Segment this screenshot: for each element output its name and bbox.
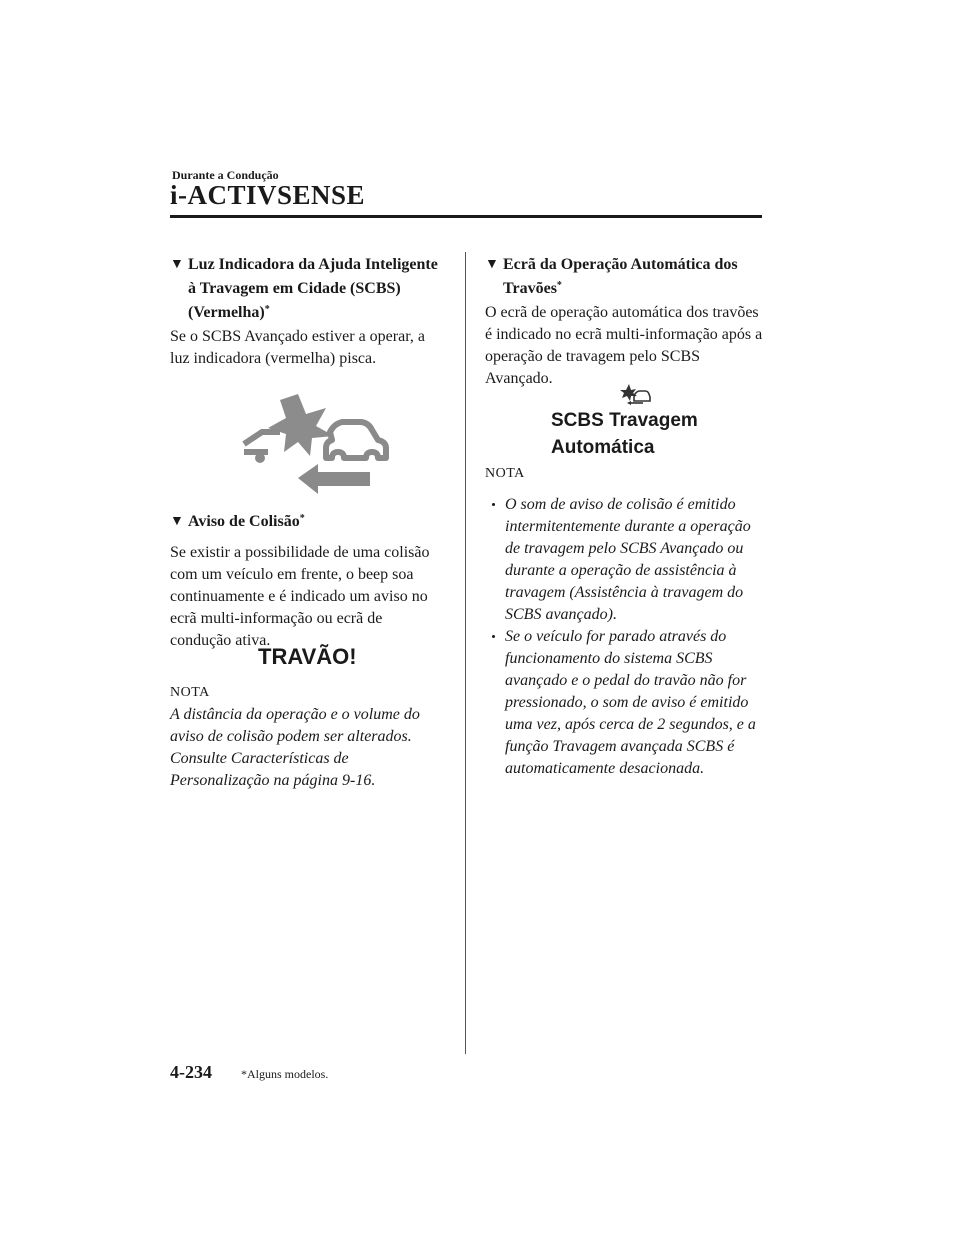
triangle-marker-icon: ▼	[485, 257, 499, 272]
paragraph-collision-warning: Se existir a possibilidade de uma colisão com um veículo em frente, o beep soa continuamente e é indicado um aviso no ecrã multi-informação ou ecrã de condução ativa.	[170, 544, 430, 649]
heading-auto-brake-display	[485, 253, 761, 301]
heading-collision-warning	[170, 510, 446, 534]
header-rule	[170, 215, 762, 218]
heading-text: Ecrã da Operação Automática dos Travões	[503, 256, 738, 297]
note-text: A distância da operação e o volume do aviso de colisão podem ser alterados. Consulte Características de Personalização na página 9-16.	[170, 706, 420, 789]
triangle-marker-icon: ▼	[170, 257, 184, 272]
asterisk: *	[299, 513, 305, 524]
column-divider	[465, 252, 466, 1054]
heading-text: Luz Indicadora da Ajuda Inteligente à Travagem em Cidade (SCBS) (Vermelha)	[188, 256, 438, 321]
section-label: Durante a Condução	[172, 168, 279, 182]
page-number: 4-234	[170, 1062, 212, 1082]
auto-brake-display-text	[551, 407, 698, 461]
asterisk: *	[556, 280, 562, 291]
scbs-warning-indicator-icon	[240, 392, 400, 499]
list-item	[485, 626, 763, 780]
note-bullet-list	[485, 494, 763, 780]
note-label: NOTA	[485, 466, 525, 481]
asterisk: *	[264, 304, 270, 315]
footnote: *Alguns modelos.	[241, 1067, 329, 1081]
heading-text: Aviso de Colisão	[188, 513, 300, 530]
display-line-1: SCBS Travagem	[551, 410, 698, 431]
bullet-text: Se o veículo for parado através do funcionamento do sistema SCBS avançado e o pedal do travão não for pressionado, o som de aviso é emitido uma vez, após cerca de 2 segundos, e a função Travagem avançada SCBS é automaticamente desacionada.	[505, 628, 756, 777]
list-item	[485, 494, 763, 626]
bullet-text: O som de aviso de colisão é emitido intermitentemente durante a operação de travagem pelo SCBS Avançado ou durante a operação de assistência à travagem (Assistência à travagem do SCBS avançado).	[505, 496, 751, 623]
paragraph-auto-brake-display: O ecrã de operação automática dos travões é indicado no ecrã multi-informação após a operação de travagem pelo SCBS Avançado.	[485, 304, 763, 387]
triangle-marker-icon: ▼	[170, 514, 184, 529]
brake-warning-display: TRAVÃO!	[258, 644, 357, 669]
bullet-dot	[492, 635, 495, 638]
bullet-dot	[492, 503, 495, 506]
display-line-2: Automática	[551, 437, 655, 458]
chapter-title: i-ACTIVSENSE	[170, 180, 366, 210]
heading-scbs-indicator	[170, 253, 446, 325]
note-label: NOTA	[170, 685, 210, 700]
paragraph-scbs-indicator: Se o SCBS Avançado estiver a operar, a luz indicadora (vermelha) pisca.	[170, 328, 425, 367]
